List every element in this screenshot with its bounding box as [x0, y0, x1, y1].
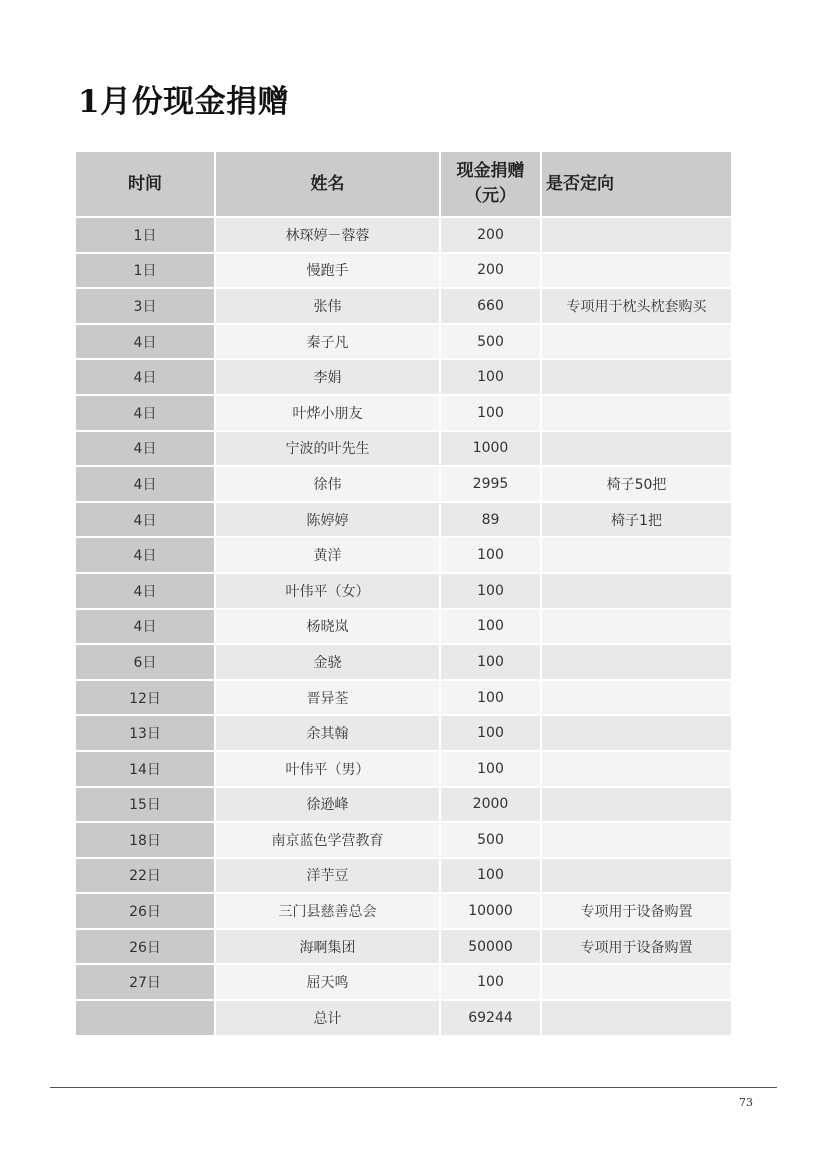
name-cell: 南京蓝色学营教育	[216, 823, 441, 859]
amount-cell: 10000	[441, 894, 542, 930]
name-cell: 叶伟平（女）	[216, 574, 441, 610]
name-cell: 屈天鸣	[216, 965, 441, 1001]
amount-cell: 100	[441, 360, 542, 396]
table-row	[76, 360, 731, 396]
name-cell: 余其翰	[216, 716, 441, 752]
table-row	[76, 218, 731, 254]
note-cell	[542, 716, 731, 752]
amount-cell: 50000	[441, 930, 542, 966]
date-cell: 4日	[76, 610, 216, 646]
date-cell: 26日	[76, 894, 216, 930]
note-cell	[542, 681, 731, 717]
page-title: 1月份现金捐赠	[78, 84, 290, 120]
note-cell	[542, 859, 731, 895]
name-cell: 杨晓岚	[216, 610, 441, 646]
table-row	[76, 432, 731, 468]
table-row	[76, 823, 731, 859]
amount-cell: 100	[441, 574, 542, 610]
table-row	[76, 325, 731, 361]
name-cell: 金骁	[216, 645, 441, 681]
amount-cell: 100	[441, 396, 542, 432]
date-cell: 26日	[76, 930, 216, 966]
donation-table	[76, 152, 731, 1037]
total-row	[76, 1001, 731, 1037]
note-cell	[542, 965, 731, 1001]
amount-cell: 100	[441, 716, 542, 752]
table-row	[76, 254, 731, 290]
total-label-cell: 总计	[216, 1001, 441, 1037]
name-cell: 徐伟	[216, 467, 441, 503]
table-header-row	[76, 152, 731, 218]
amount-cell: 200	[441, 254, 542, 290]
amount-cell: 100	[441, 752, 542, 788]
amount-cell: 500	[441, 325, 542, 361]
header-amount-line1: 现金捐赠	[456, 161, 525, 181]
table-body	[76, 218, 731, 1037]
table-row	[76, 289, 731, 325]
note-cell	[542, 325, 731, 361]
date-cell: 1日	[76, 254, 216, 290]
note-cell	[542, 645, 731, 681]
total-date-cell	[76, 1001, 216, 1037]
note-cell	[542, 254, 731, 290]
date-cell: 4日	[76, 396, 216, 432]
date-cell: 4日	[76, 538, 216, 574]
amount-cell: 2995	[441, 467, 542, 503]
amount-cell: 200	[441, 218, 542, 254]
table-row	[76, 930, 731, 966]
table-row	[76, 574, 731, 610]
name-cell: 叶烨小朋友	[216, 396, 441, 432]
table-row	[76, 965, 731, 1001]
date-cell: 1日	[76, 218, 216, 254]
table-row	[76, 859, 731, 895]
total-amount-cell: 69244	[441, 1001, 542, 1037]
note-cell	[542, 360, 731, 396]
name-cell: 海啊集团	[216, 930, 441, 966]
amount-cell: 100	[441, 538, 542, 574]
amount-cell: 660	[441, 289, 542, 325]
name-cell: 林琛婷－蓉蓉	[216, 218, 441, 254]
amount-cell: 2000	[441, 788, 542, 824]
note-cell	[542, 218, 731, 254]
amount-cell: 100	[441, 681, 542, 717]
note-cell: 椅子50把	[542, 467, 731, 503]
name-cell: 秦子凡	[216, 325, 441, 361]
date-cell: 22日	[76, 859, 216, 895]
header-amount-line2: （元）	[465, 186, 516, 206]
note-cell: 椅子1把	[542, 503, 731, 539]
header-note: 是否定向	[542, 152, 731, 218]
name-cell: 宁波的叶先生	[216, 432, 441, 468]
note-cell	[542, 823, 731, 859]
table-row	[76, 503, 731, 539]
name-cell: 张伟	[216, 289, 441, 325]
date-cell: 15日	[76, 788, 216, 824]
amount-cell: 100	[441, 610, 542, 646]
date-cell: 4日	[76, 467, 216, 503]
table-row	[76, 752, 731, 788]
name-cell: 慢跑手	[216, 254, 441, 290]
table-row	[76, 610, 731, 646]
name-cell: 晋异荃	[216, 681, 441, 717]
total-note-cell	[542, 1001, 731, 1037]
footer-divider	[50, 1087, 777, 1088]
date-cell: 4日	[76, 360, 216, 396]
table-row	[76, 467, 731, 503]
amount-cell: 500	[441, 823, 542, 859]
note-cell	[542, 610, 731, 646]
table-row	[76, 645, 731, 681]
date-cell: 3日	[76, 289, 216, 325]
note-cell	[542, 432, 731, 468]
name-cell: 徐逊峰	[216, 788, 441, 824]
amount-cell: 100	[441, 859, 542, 895]
name-cell: 叶伟平（男）	[216, 752, 441, 788]
table-row	[76, 538, 731, 574]
date-cell: 4日	[76, 574, 216, 610]
amount-cell: 100	[441, 645, 542, 681]
header-date: 时间	[76, 152, 216, 218]
name-cell: 三门县慈善总会	[216, 894, 441, 930]
name-cell: 陈婷婷	[216, 503, 441, 539]
table-row	[76, 681, 731, 717]
note-cell	[542, 752, 731, 788]
header-name: 姓名	[216, 152, 441, 218]
page-number: 73	[739, 1096, 753, 1109]
table-row	[76, 396, 731, 432]
header-amount	[441, 152, 542, 218]
date-cell: 27日	[76, 965, 216, 1001]
name-cell: 黄洋	[216, 538, 441, 574]
date-cell: 13日	[76, 716, 216, 752]
note-cell	[542, 788, 731, 824]
amount-cell: 100	[441, 965, 542, 1001]
date-cell: 4日	[76, 325, 216, 361]
note-cell: 专项用于枕头枕套购买	[542, 289, 731, 325]
amount-cell: 1000	[441, 432, 542, 468]
name-cell: 李娟	[216, 360, 441, 396]
amount-cell: 89	[441, 503, 542, 539]
date-cell: 4日	[76, 503, 216, 539]
note-cell	[542, 396, 731, 432]
table-row	[76, 788, 731, 824]
note-cell: 专项用于设备购置	[542, 930, 731, 966]
date-cell: 18日	[76, 823, 216, 859]
note-cell: 专项用于设备购置	[542, 894, 731, 930]
table-row	[76, 716, 731, 752]
date-cell: 12日	[76, 681, 216, 717]
note-cell	[542, 574, 731, 610]
name-cell: 洋芋豆	[216, 859, 441, 895]
date-cell: 14日	[76, 752, 216, 788]
date-cell: 4日	[76, 432, 216, 468]
table-row	[76, 894, 731, 930]
date-cell: 6日	[76, 645, 216, 681]
note-cell	[542, 538, 731, 574]
